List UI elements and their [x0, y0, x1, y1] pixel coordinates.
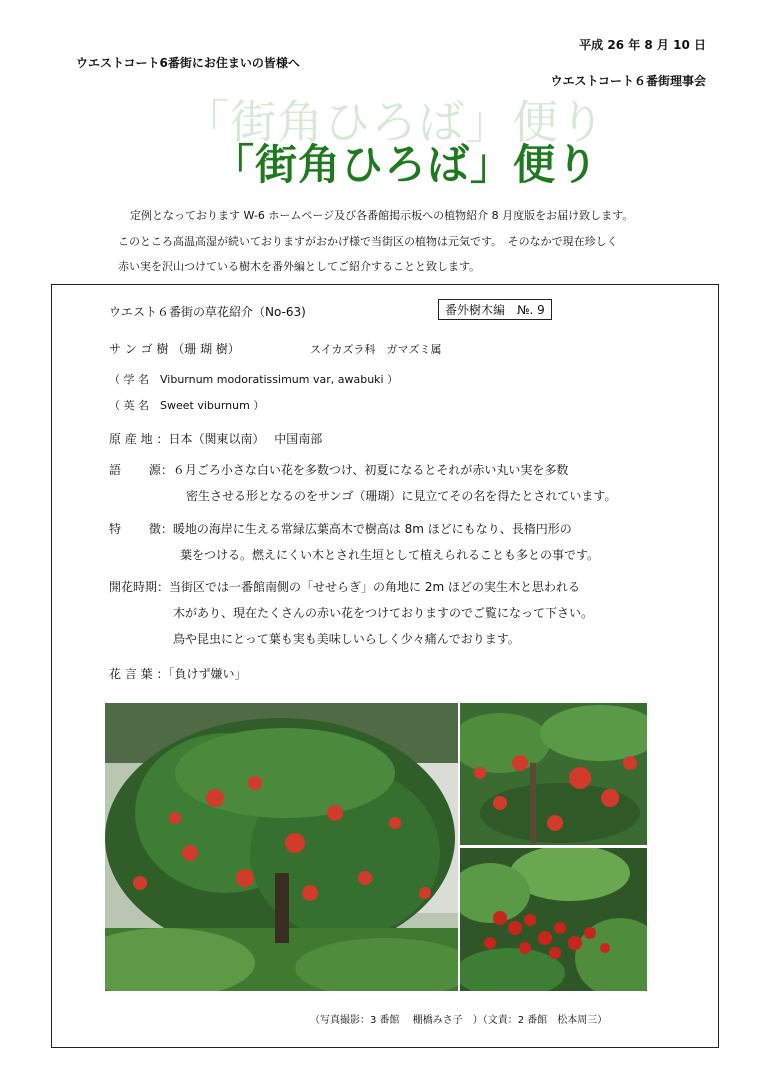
- plant-name: サ ン ゴ 樹 （珊 瑚 樹）: [109, 342, 240, 356]
- english-name: （ 英 名 Sweet viburnum ）: [109, 399, 265, 412]
- plant-family: スイカズラ科 ガマズミ属: [310, 343, 442, 356]
- features-line-2: 葉をつける。燃えにくい木とされ生垣として植えられることも多との事です。: [180, 548, 600, 562]
- etymology-line-2: 密生させる形となるのをサンゴ（珊瑚）に見立てその名を得たとされています。: [186, 489, 617, 503]
- series-badge: 番外樹木編 №. 9: [438, 299, 552, 320]
- origin: 原 産 地 ：日本（関東以南） 中国南部: [109, 432, 323, 446]
- berry-closeup-photo: [460, 848, 647, 991]
- features-line-1: 特 徴：暖地の海岸に生える常緑広葉高木で樹高は 8m ほどにもなり、長楕円形の: [109, 522, 572, 536]
- berry-cluster-graphic: [460, 703, 647, 845]
- page-title: 「街角ひろば」便り: [212, 140, 600, 189]
- article-box: [51, 284, 719, 1048]
- photo-credit: （写真撮影：3 番館 棚橋みさ子 ）（文責：2 番館 松本周三）: [310, 1015, 608, 1026]
- title-shadow: 「街角ひろば」便り: [183, 95, 606, 149]
- etymology-line-1: 語 源：６月ごろ小さな白い花を多数つけ、初夏になるとそれが赤い丸い実を多数: [109, 463, 569, 477]
- intro-line-3: 赤い実を沢山つけている樹木を番外編としてご紹介することと致します。: [118, 260, 481, 273]
- addressee: ウエストコート6番街にお住まいの皆様へ: [76, 56, 300, 70]
- berry-closeup-graphic: [460, 848, 647, 991]
- intro-line-1: 定例となっております W-6 ホームページ及び各番館掲示板への植物紹介 8 月度版をお届け致します。: [130, 209, 634, 222]
- flowering-line-2: 木があり、現在たくさんの赤い花をつけておりますのでご覧になって下さい。: [173, 606, 594, 620]
- intro-line-2: このところ高温高湿が続いておりますがおかげ様で当街区の植物は元気です。 そのなかで現在珍しく: [118, 235, 618, 248]
- tree-photo: [105, 703, 458, 991]
- berry-cluster-photo: [460, 703, 647, 845]
- series-title: ウエスト６番街の草花紹介（No-63): [109, 305, 306, 319]
- sender: ウエストコート６番街理事会: [550, 74, 706, 88]
- flowering-line-3: 鳥や昆虫にとって葉も実も美味しいらしく少々痛んでおります。: [173, 632, 520, 646]
- flower-language: 花 言 葉 ：「負けず嫌い」: [109, 667, 247, 681]
- tree-photo-graphic: [105, 703, 458, 991]
- flowering-line-1: 開花時期：当街区では一番館南側の「せせらぎ」の角地に 2m ほどの実生木と思われる: [109, 580, 580, 594]
- document-date: 平成 26 年 8 月 10 日: [579, 38, 706, 52]
- scientific-name: （ 学 名 Viburnum modoratissimum var, awabuki ）: [109, 373, 399, 386]
